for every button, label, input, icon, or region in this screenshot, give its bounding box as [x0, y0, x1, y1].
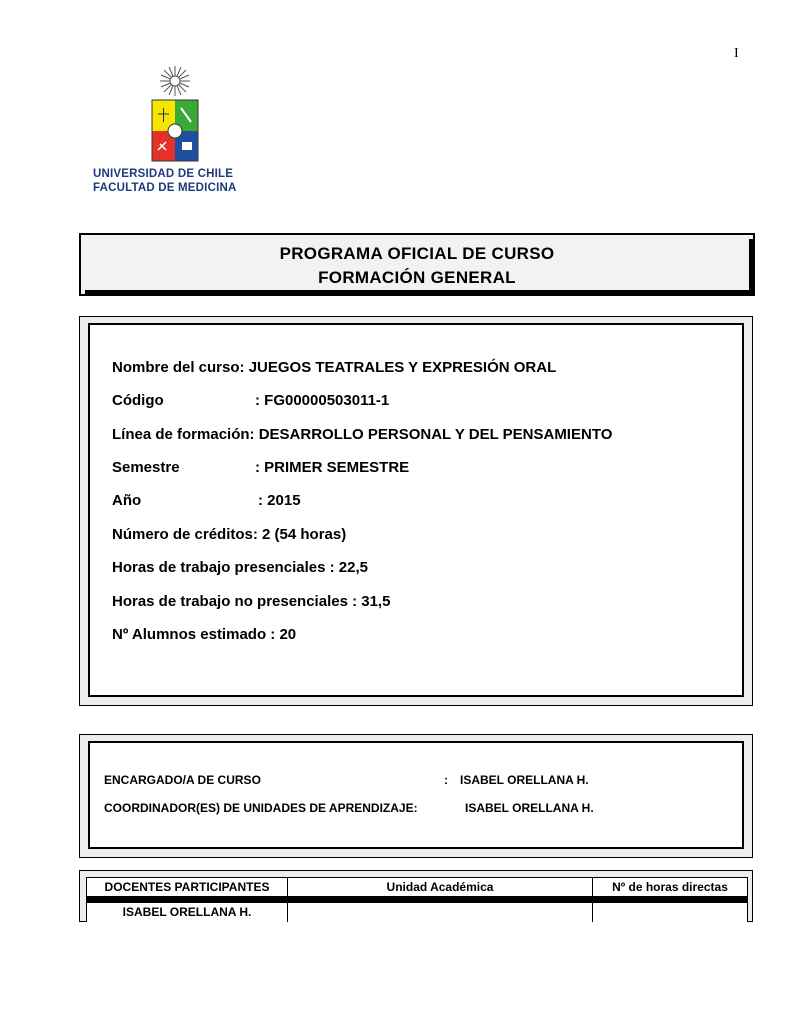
training-line-label: Línea de formación: [112, 426, 255, 443]
course-code-label: Código [112, 392, 164, 409]
course-manager-row [104, 773, 589, 787]
offsite-hours-row: Horas de trabajo no presenciales : 31,5 [112, 593, 391, 610]
table-header: DOCENTES PARTICIPANTES [86, 877, 288, 897]
coordinator-row [104, 801, 594, 815]
training-line-row [112, 426, 612, 443]
coordinator-value: ISABEL ORELLANA H. [465, 801, 594, 815]
university-crest-logo [148, 64, 202, 164]
course-name-value: JUEGOS TEATRALES Y EXPRESIÓN ORAL [248, 359, 557, 376]
year-label: Año [112, 492, 142, 509]
course-code-row [112, 392, 389, 409]
course-name-label: Nombre del curso: [112, 359, 245, 376]
course-code-value: : FG00000503011-1 [255, 392, 390, 409]
page-number: I [734, 46, 739, 61]
table-header: Unidad Académica [287, 877, 593, 897]
course-manager-separator: : [444, 773, 448, 787]
table-cell [592, 903, 748, 922]
course-manager-label: ENCARGADO/A DE CURSO [104, 773, 261, 787]
table-header: Nº de horas directas [592, 877, 748, 897]
coordinator-box [79, 734, 753, 858]
program-title: PROGRAMA OFICIAL DE CURSO [279, 244, 555, 263]
table-cell [287, 903, 592, 922]
training-line-value: DESARROLLO PERSONAL Y DEL PENSAMIENTO [258, 426, 613, 443]
university-name-block [93, 167, 236, 195]
onsite-hours-row: Horas de trabajo presenciales : 22,5 [112, 559, 368, 576]
university-name: UNIVERSIDAD DE CHILE [93, 168, 234, 180]
course-name-row [112, 359, 556, 376]
semester-row [112, 459, 409, 476]
course-manager-value: ISABEL ORELLANA H. [460, 773, 589, 787]
coordinator-label: COORDINADOR(ES) DE UNIDADES DE APRENDIZAJE: [104, 801, 418, 815]
credits-row: Número de créditos: 2 (54 horas) [112, 526, 347, 543]
program-subtitle: FORMACIÓN GENERAL [318, 268, 516, 287]
table-cell: ISABEL ORELLANA H. [86, 903, 287, 922]
year-value: : 2015 [258, 492, 301, 509]
faculty-name: FACULTAD DE MEDICINA [93, 182, 237, 194]
teachers-table [79, 870, 753, 922]
title-box [79, 233, 755, 296]
year-row [112, 492, 301, 509]
course-info-box [79, 316, 753, 706]
students-row: Nº Alumnos estimado : 20 [112, 626, 297, 643]
semester-value: : PRIMER SEMESTRE [255, 459, 410, 476]
semester-label: Semestre [112, 459, 180, 476]
